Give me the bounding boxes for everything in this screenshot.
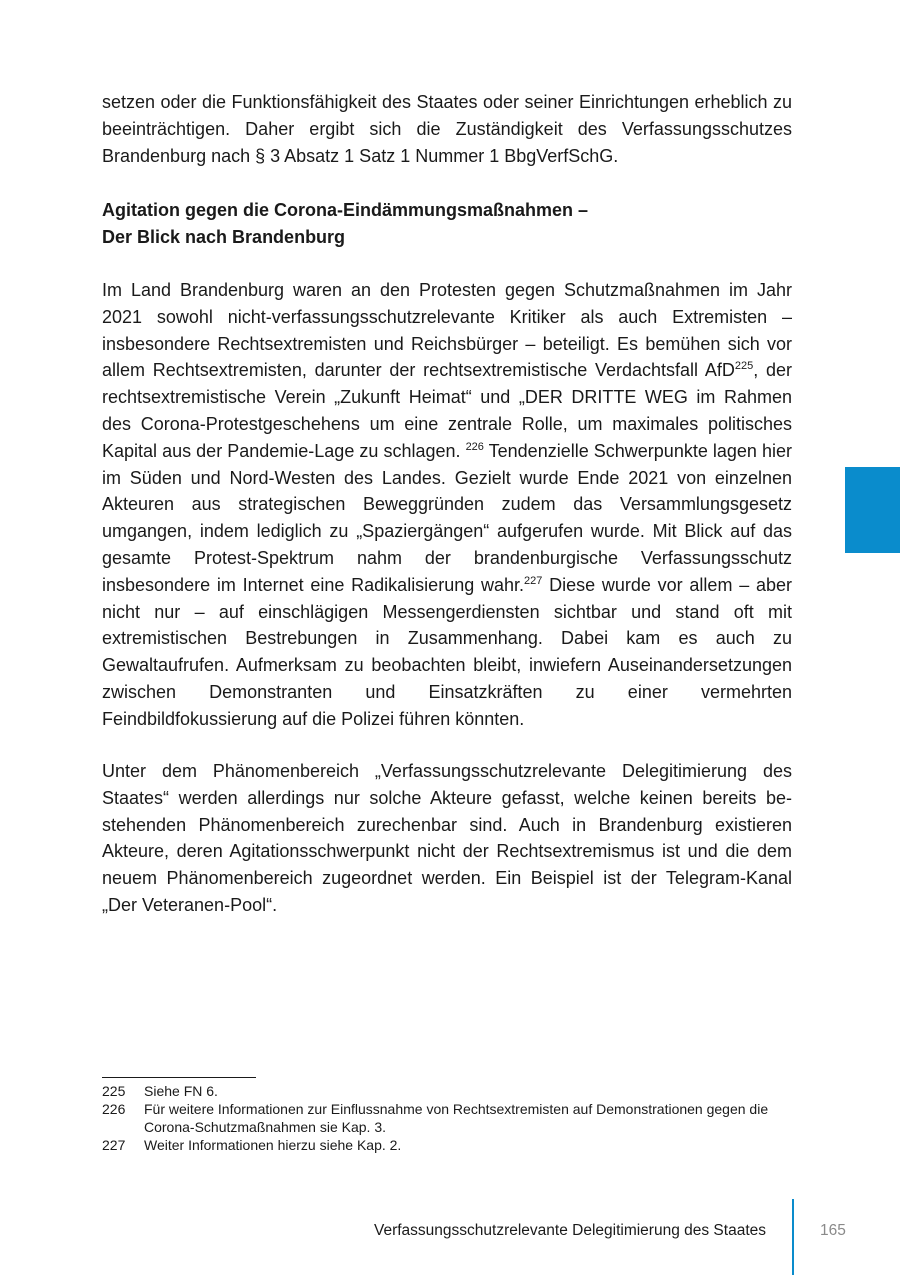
footnotes — [102, 1082, 792, 1154]
footnote-item — [102, 1082, 792, 1100]
chapter-side-tab — [845, 467, 900, 553]
main-paragraph — [102, 277, 792, 733]
section-heading-line2: Der Blick nach Brandenburg — [102, 227, 346, 247]
main-paragraph-part4: Diese wurde vor allem – aber nicht nur – auf einschlägigen Messengerdiensten sichtbar und stand oft mit extremistischen Bestrebungen in Zusammenhang. Dabei kam es auch zu Gewaltaufrufen. Aufmerksam zu beobachten bleibt, inwiefern Auseinandersetzungen zwischen Demonstranten und Einsatzkräften zu einer vermehrten Feindbildfokussierung auf die Polizei führen könnten. — [102, 574, 792, 729]
footnote-text: Weiter Informationen hierzu siehe Kap. 2. — [144, 1137, 402, 1153]
footnote-ref-227[interactable]: 227 — [524, 574, 543, 587]
footnote-text: Siehe FN 6. — [144, 1083, 218, 1099]
footnote-item — [102, 1136, 792, 1154]
second-paragraph: Unter dem Phänomenbereich „Verfassungsschutzrelevante Delegitimierung des Staates“ werden allerdings nur solche Akteure gefasst, welche keinen bereits bestehenden Phänomenbereich zurechenbar sind. Auch in Brandenburg existieren Akteure, deren Agitationsschwerpunkt nicht der Rechtsextremismus ist und die dem neuem Phänomenbereich zugeordnet werden. Ein Beispiel ist der Telegram-Kanal „Der Veteranen-Pool“. — [102, 761, 792, 915]
main-paragraph-part3: Tendenzielle Schwerpunkte lagen hier im Süden und Nord-Westen des Landes. Gezielt wurde Ende 2021 von einzelnen Akteuren aus strategischen Beweggründen zudem das Versammlungsgesetz umgangen, indem lediglich zu „Spaziergängen“ aufgerufen wurde. Mit Blick auf das gesamte Protest-Spektrum nahm der brandenburgische Verfassungsschutz insbesondere im Internet eine Radikalisierung wahr. — [102, 440, 793, 595]
footnote-number: 227 — [102, 1137, 126, 1153]
footnote-ref-225[interactable]: 225 — [734, 360, 754, 373]
page-number: 165 — [820, 1222, 846, 1239]
footnote-text: Für weitere Informationen zur Einflussnahme von Rechtsextremisten auf Demonstrationen gegen die Corona-Schutzmaßnahmen sie Kap. 3. — [144, 1101, 769, 1135]
footnote-number: 226 — [102, 1101, 126, 1117]
running-footer-title: Verfassungsschutzrelevante Delegitimierung des Staates — [373, 1222, 766, 1239]
footnote-ref-226[interactable]: 226 — [465, 440, 484, 453]
main-paragraph-part2: , der rechtsextremistische Verein „Zukunft Heimat“ und „DER DRITTE WEG im Rahmen des Corona-Protestgeschehens um eine zentrale Rolle, um maximales politisches Kapital aus der Pandemie-Lage zu schlagen. — [102, 360, 792, 461]
main-paragraph-part1: Im Land Brandenburg waren an den Protesten gegen Schutzmaßnahmen im Jahr 2021 sowohl nicht-verfassungsschutzrelevante Kritiker als auch Extremisten – insbesondere Rechtsextremisten und Reichsbürger – beteiligt. Es bemühen sich vor allem Rechtsextremisten, darunter der rechtsextremistische Verdachtsfall AfD — [102, 280, 792, 381]
footnote-item — [102, 1100, 792, 1136]
intro-paragraph: setzen oder die Funktionsfähigkeit des Staates oder seiner Einrichtungen erheblich zu beeinträchtigen. Daher ergibt sich die Zuständigkeit des Verfassungsschutzes Brandenburg nach § 3 Absatz 1 Satz 1 Nummer 1 BbgVerfSchG. — [102, 92, 792, 166]
footer-divider — [792, 1199, 794, 1275]
section-heading — [102, 197, 792, 251]
footnote-number: 225 — [102, 1083, 126, 1099]
footnote-divider — [102, 1077, 256, 1078]
section-heading-line1: Agitation gegen die Corona-Eindämmungsmaßnahmen – — [102, 200, 589, 220]
